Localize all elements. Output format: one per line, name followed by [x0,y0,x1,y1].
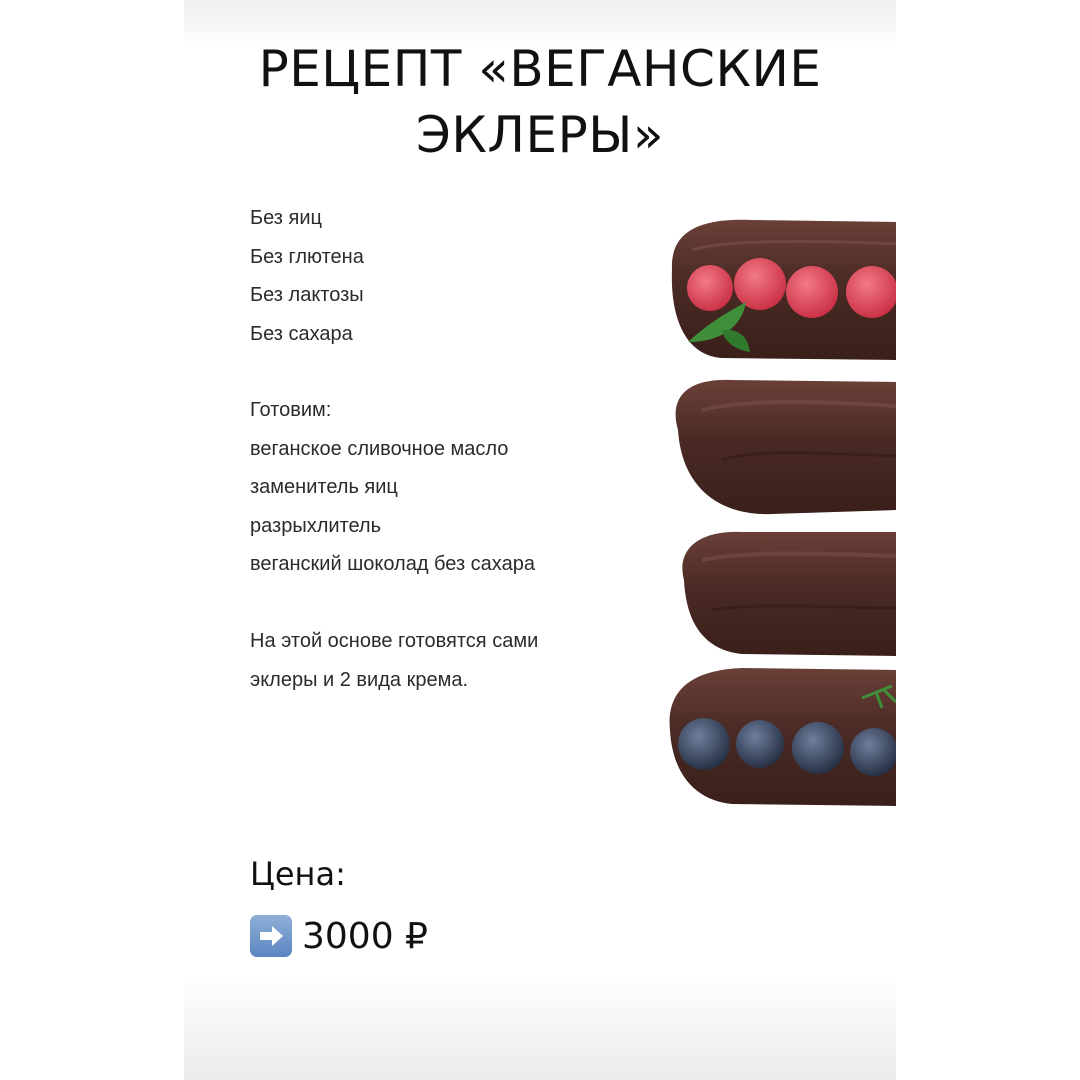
price-value: 3000 ₽ [302,915,428,957]
ingredient-item: заменитель яиц [250,476,398,498]
eclair-blueberry [670,668,896,806]
story-card [184,0,896,1080]
free-from-item: Без сахара [250,322,353,345]
ingredients-list [250,398,535,591]
eclairs-photo [662,210,896,810]
ingredient-item: веганский шоколад без сахара [250,553,535,575]
free-from-item: Без лактозы [250,284,364,306]
right-arrow-emoji-icon [250,915,292,957]
free-from-item: Без глютена [250,245,364,268]
price-row [250,914,428,958]
ingredient-item: разрыхлитель [250,514,382,537]
title-line-2: ЭКЛЕРЫ» [416,106,664,164]
recipe-title [184,36,896,168]
eclair-plain-1 [676,380,896,514]
ingredients-heading: Готовим: [250,399,332,421]
title-line-1: РЕЦЕПТ «ВЕГАНСКИЕ [258,40,822,98]
eclair-plain-2 [682,532,896,656]
price-label: Цена: [250,855,346,893]
ingredient-item: веганское сливочное масло [250,437,509,460]
free-from-item: Без яиц [250,207,322,229]
eclair-raspberry [672,220,896,360]
note-line-2: эклеры и 2 вида крема. [250,668,469,691]
note-text [250,622,670,699]
free-from-list [250,206,364,360]
note-line-1: На этой основе готовятся сами [250,630,539,652]
